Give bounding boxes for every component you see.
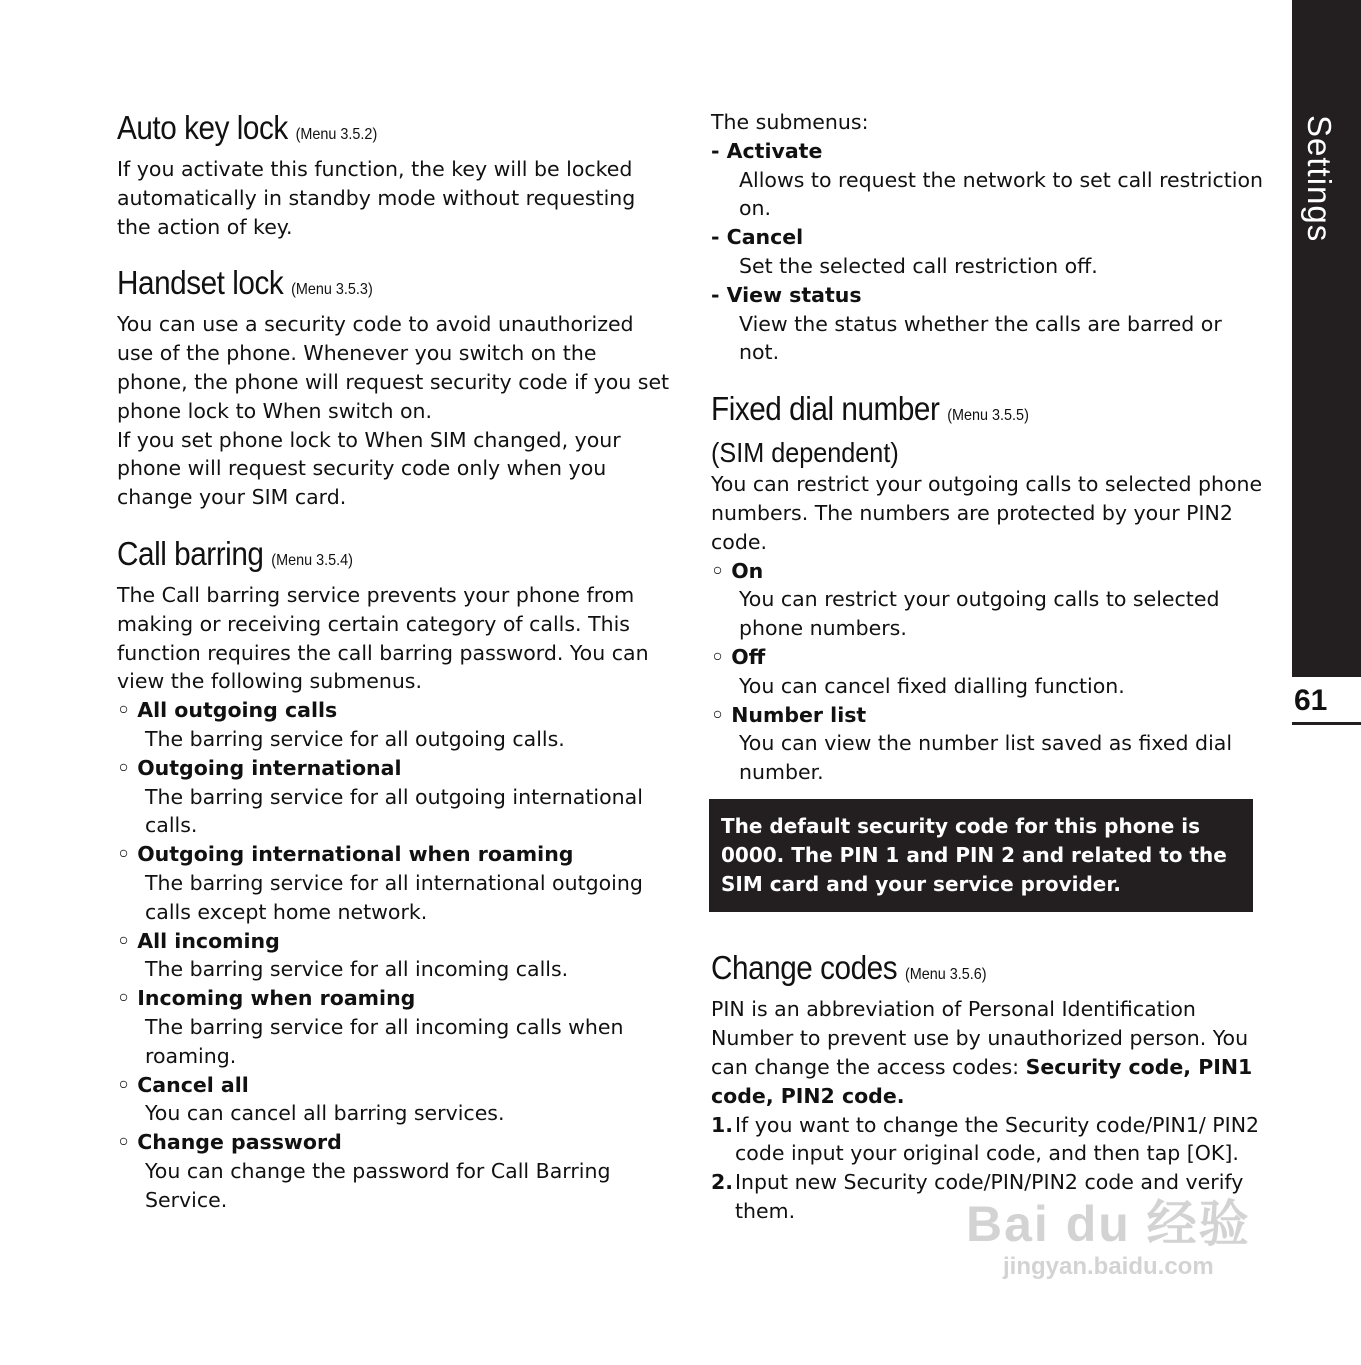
call-barring-item <box>117 840 672 926</box>
submenu-item-desc: Set the selected call restriction off. <box>739 253 1098 278</box>
submenus-section <box>711 108 1266 367</box>
fixed-dial-heading <box>711 389 1211 436</box>
call-barring-item <box>117 696 672 754</box>
call-barring-item-desc: The barring service for all incoming calls. <box>145 957 569 982</box>
fixed-dial-body: You can restrict your outgoing calls to selected phone numbers. The numbers are protected by your PIN2 code. <box>711 472 1263 554</box>
section-tab <box>1292 0 1361 677</box>
submenu-item <box>711 137 1266 223</box>
step-number: 2. <box>711 1170 734 1195</box>
handset-lock-body-2: If you set phone lock to When SIM changed, your phone will request security code only when you change your SIM card. <box>117 427 621 510</box>
auto-key-lock-title: Auto key lock <box>117 109 288 146</box>
call-barring-item-desc: The barring service for all outgoing international calls. <box>145 784 643 838</box>
call-barring-item-desc: The barring service for all incoming calls when roaming. <box>145 1014 624 1068</box>
submenu-item <box>711 223 1266 281</box>
call-barring-item <box>117 754 672 840</box>
call-barring-section <box>117 534 672 1215</box>
change-codes-menu-ref: (Menu 3.5.6) <box>904 966 987 984</box>
call-barring-heading <box>117 534 617 581</box>
auto-key-lock-heading <box>117 108 617 155</box>
fixed-dial-section <box>711 389 1266 787</box>
fixed-dial-item-desc: You can view the number list saved as fixed dial number. <box>739 731 1233 785</box>
change-codes-body <box>711 995 1266 1110</box>
auto-key-lock-menu-ref: (Menu 3.5.2) <box>295 126 378 143</box>
step-number: 1. <box>711 1112 734 1137</box>
call-barring-item-desc: You can cancel all barring services. <box>145 1101 505 1126</box>
call-barring-item-title: ◦ Cancel all <box>117 1072 249 1097</box>
call-barring-item-desc: The barring service for all international outgoing calls except home network. <box>145 870 643 924</box>
fixed-dial-menu-ref: (Menu 3.5.5) <box>947 407 1029 425</box>
change-codes-body-text: PIN is an abbreviation of Personal Identification Number to prevent use by unauthorized person. You can change the access codes: <box>711 997 1249 1079</box>
fixed-dial-item <box>711 643 1266 701</box>
auto-key-lock-body: If you activate this function, the key will be locked automatically in standby mode without requesting the action of key. <box>117 157 636 239</box>
submenu-item-desc: Allows to request the network to set call restriction on. <box>739 167 1264 221</box>
watermark-url: jingyan.baidu.com <box>1002 1253 1214 1280</box>
call-barring-item-desc: You can change the password for Call Barring Service. <box>145 1158 611 1212</box>
call-barring-item <box>117 984 672 1070</box>
step-text: If you want to change the Security code/PIN1/ PIN2 code input your original code, and then tap [OK]. <box>735 1112 1260 1166</box>
handset-lock-title: Handset lock <box>117 264 284 302</box>
change-codes-section <box>711 948 1266 1225</box>
call-barring-item-desc: The barring service for all outgoing calls. <box>145 726 565 751</box>
handset-lock-section <box>117 263 672 512</box>
submenus-intro: The submenus: <box>711 110 869 134</box>
submenu-item-desc: View the status whether the calls are barred or not. <box>739 311 1222 365</box>
call-barring-item-title: ◦ Outgoing international <box>117 755 402 780</box>
handset-lock-heading <box>117 263 617 310</box>
fixed-dial-title: Fixed dial number <box>711 390 940 428</box>
call-barring-body: The Call barring service prevents your phone from making or receiving certain category of calls. This function requires the call barring password. You can view the following submenus. <box>117 582 649 694</box>
fixed-dial-item-desc: You can restrict your outgoing calls to selected phone numbers. <box>739 587 1220 641</box>
call-barring-item-title: ◦ Change password <box>117 1130 342 1155</box>
call-barring-title: Call barring <box>117 534 264 572</box>
right-column <box>711 108 1266 1226</box>
fixed-dial-item-desc: You can cancel fixed dialling function. <box>739 673 1125 698</box>
submenu-item-title: - View status <box>711 282 862 307</box>
call-barring-item-title: ◦ All incoming <box>117 928 280 953</box>
change-codes-title: Change codes <box>711 949 898 987</box>
fixed-dial-item <box>711 701 1266 787</box>
change-codes-step <box>711 1111 1266 1169</box>
left-column <box>117 108 672 1237</box>
call-barring-item <box>117 1071 672 1129</box>
fixed-dial-item <box>711 557 1266 643</box>
watermark-logo-text: Bai du 经验 <box>966 1196 1251 1252</box>
call-barring-item <box>117 1128 672 1214</box>
call-barring-item <box>117 927 672 985</box>
submenu-item-title: - Activate <box>711 138 823 163</box>
auto-key-lock-section <box>117 108 672 241</box>
handset-lock-menu-ref: (Menu 3.5.3) <box>291 281 373 299</box>
page-number-rule <box>1292 722 1361 725</box>
call-barring-item-title: ◦ Incoming when roaming <box>117 986 416 1011</box>
fixed-dial-subtitle: (SIM dependent) <box>711 437 899 469</box>
call-barring-item-title: ◦ All outgoing calls <box>117 698 338 723</box>
fixed-dial-item-title: ◦ Number list <box>711 702 867 727</box>
handset-lock-body-1: You can use a security code to avoid unauthorized use of the phone. Whenever you switch on the phone, the phone will request security code if you set phone lock to When switch on. <box>117 312 670 423</box>
submenu-item <box>711 281 1266 367</box>
section-tab-label: Settings <box>1301 115 1338 243</box>
call-barring-menu-ref: (Menu 3.5.4) <box>271 551 353 569</box>
fixed-dial-item-title: ◦ On <box>711 558 764 583</box>
fixed-dial-item-title: ◦ Off <box>711 644 766 669</box>
security-code-note: The default security code for this phone is 0000. The PIN 1 and PIN 2 and related to the SIM card and your service provider. <box>709 799 1253 912</box>
page-number: 61 <box>1294 684 1328 717</box>
step-text: Input new Security code/PIN/PIN2 code and verify them. <box>735 1170 1244 1223</box>
baidu-watermark <box>966 1195 1251 1281</box>
change-codes-heading <box>711 948 1211 995</box>
change-codes-body-bold: Security code, PIN1 code, PIN2 code. <box>711 1054 1253 1108</box>
call-barring-item-title: ◦ Outgoing international when roaming <box>117 842 574 867</box>
submenu-item-title: - Cancel <box>711 225 804 250</box>
